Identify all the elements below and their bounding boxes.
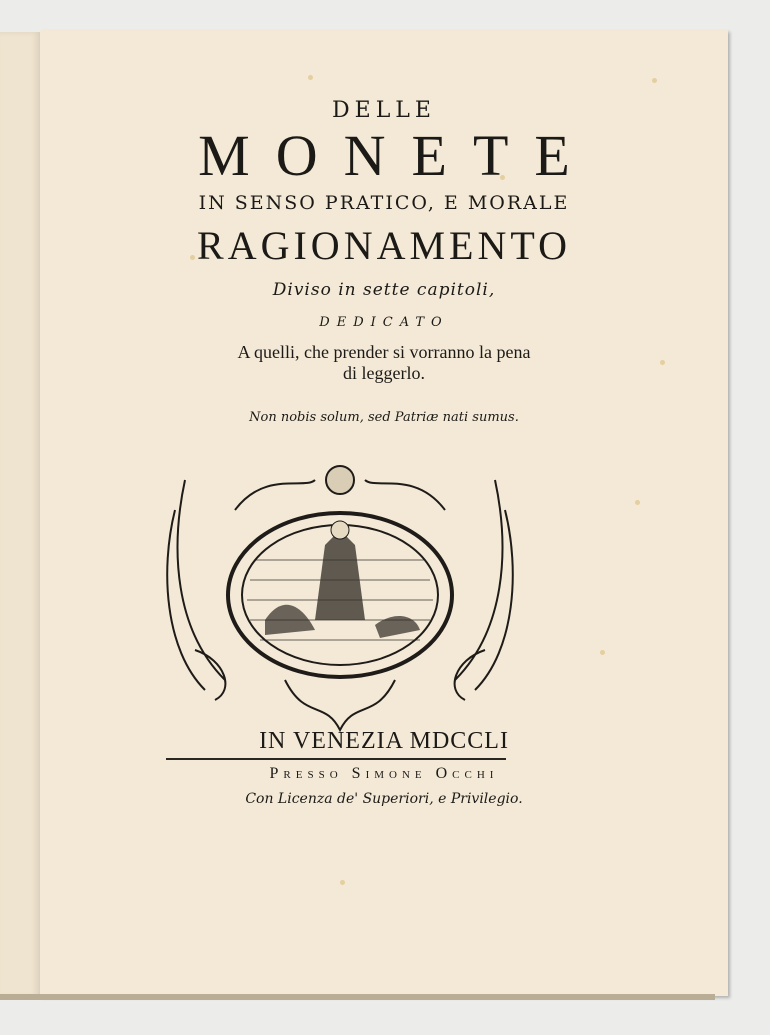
dedication-line-2: di leggerlo.	[343, 363, 425, 383]
title-delle: DELLE	[332, 98, 436, 123]
title-ragionamento: RAGIONAMENTO	[197, 223, 571, 268]
subtitle: IN SENSO PRATICO, E MORALE	[198, 192, 570, 214]
foxing-spot	[635, 500, 640, 505]
motto: Non nobis solum, sed Patriæ nati sumus.	[249, 410, 519, 425]
foxing-spot	[308, 75, 313, 80]
dedication-text	[40, 342, 728, 384]
printer-name: Presso Simone Occhi	[269, 765, 499, 782]
foxing-spot	[340, 880, 345, 885]
licence-note: Con Licenza de' Superiori, e Privilegio.	[245, 791, 523, 807]
dedication-line-1: A quelli, che prender si vorranno la pena	[237, 342, 531, 362]
dedicato-label: DEDICATO	[319, 315, 449, 330]
book-bottom-edge	[0, 994, 715, 1000]
foxing-spot	[600, 650, 605, 655]
facing-page-edge	[0, 32, 41, 997]
foxing-spot	[652, 78, 657, 83]
imprint-place-date: IN VENEZIA MDCCLI	[259, 728, 509, 754]
title-page	[40, 30, 728, 996]
engraved-vignette-illustration	[165, 450, 515, 735]
title-monete: MONETE	[198, 123, 596, 188]
imprint-rule	[166, 758, 506, 760]
division-note: Diviso in sette capitoli,	[272, 280, 496, 300]
